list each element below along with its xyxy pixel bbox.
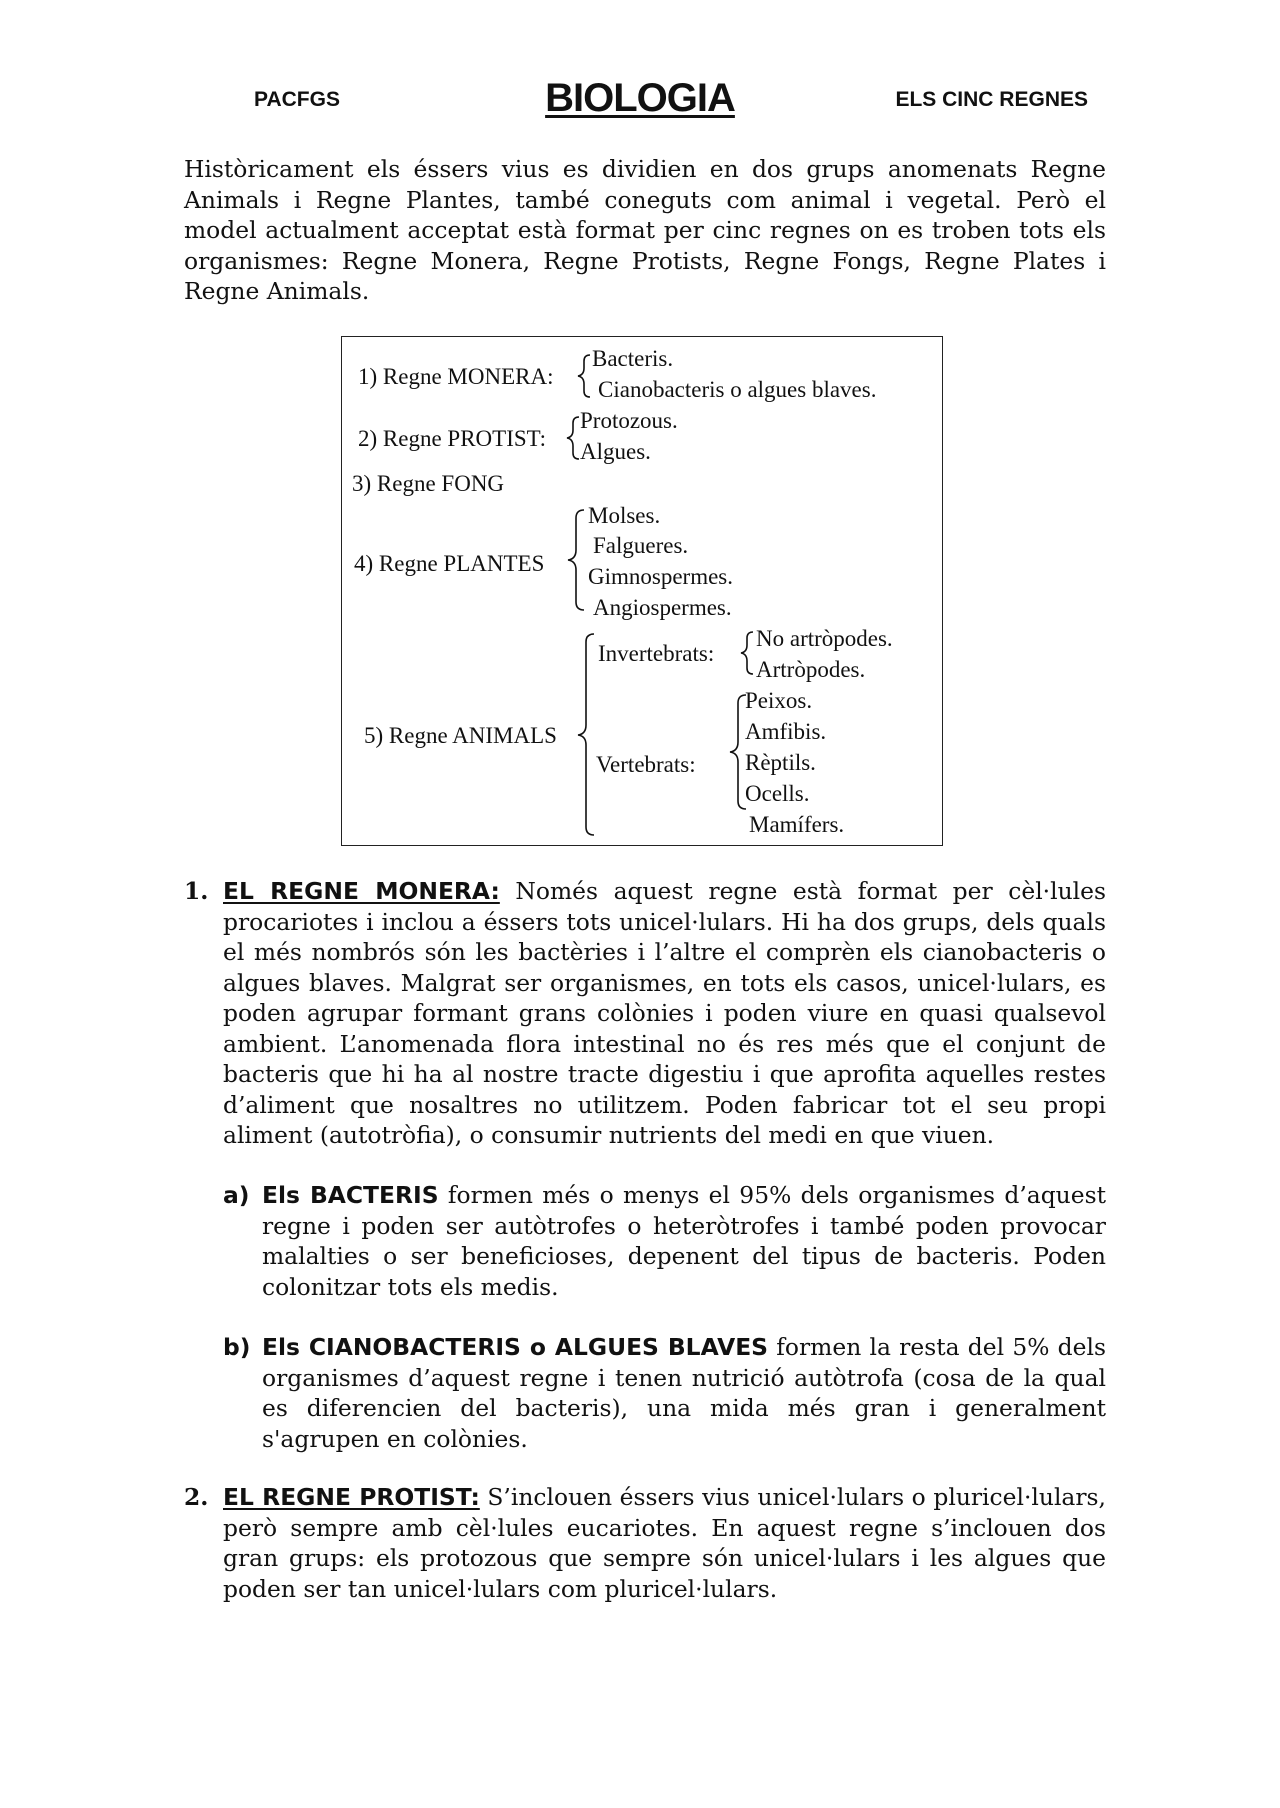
invertebrats-item: No artròpodes.	[756, 626, 893, 651]
subsection-letter: a)	[223, 1181, 250, 1209]
plantes-item: Falgueres.	[593, 533, 689, 558]
page-title: BIOLOGIA	[545, 76, 735, 120]
header-left: PACFGS	[254, 88, 340, 111]
brace-plantes	[568, 510, 584, 610]
brace-invertebrats	[741, 632, 753, 674]
vertebrats-label: Vertebrats:	[596, 752, 696, 777]
kingdoms-diagram	[341, 336, 943, 846]
monera-item: Cianobacteris o algues blaves.	[598, 377, 877, 402]
section-text: Només aquest regne està format per cèl·lules procariotes i inclou a éssers tots unicel·lulars. Hi ha dos grups, dels quals el més nombrós són les bactèries i l’altre el comprèn els cianobacteris o algues blaves. Malgrat ser organismes, en tots els casos, unicel·lulars, es poden agrupar formant grans colònies i poden viure en quasi qualsevol ambient. L’anomenada flora intestinal no és res més que el conjunt de bacteris que hi ha al nostre tracte digestiu i que aprofita aquelles restes d’aliment que nosaltres no utilitzem. Poden fabricar tot el seu propi aliment (autotròfia), o consumir nutrients del medi en que viuen.	[223, 877, 1106, 1149]
section-protist	[223, 1482, 1106, 1604]
protist-label: 2) Regne PROTIST:	[358, 426, 546, 451]
plantes-label: 4) Regne PLANTES	[354, 551, 545, 576]
subsection-lead: Els BACTERIS	[262, 1181, 439, 1209]
protist-item: Algues.	[580, 439, 651, 464]
plantes-item: Molses.	[588, 503, 661, 528]
brace-vertebrats	[730, 695, 746, 809]
subsection-cianobacteris	[262, 1332, 1106, 1454]
plantes-item: Angiospermes.	[593, 595, 732, 620]
section-title: EL REGNE MONERA:	[223, 877, 500, 905]
monera-item: Bacteris.	[592, 346, 674, 371]
section-number: 1.	[184, 877, 209, 905]
subsection-text: formen la resta del 5% dels organismes d’aquest regne i tenen nutrició autòtrofa (cosa de la qual es diferencien del bacteris), una mida més gran i generalment s'agrupen en colònies.	[262, 1333, 1106, 1453]
vertebrats-item: Ocells.	[745, 781, 810, 806]
monera-label: 1) Regne MONERA:	[358, 364, 554, 389]
subsection-text: formen més o menys el 95% dels organismes d’aquest regne i poden ser autòtrofes o heteròtrofes i també poden provocar malalties o ser beneficioses, depenent del tipus de bacteris. Poden colonitzar tots els medis.	[262, 1181, 1106, 1301]
brace-monera	[578, 355, 590, 397]
header-right: ELS CINC REGNES	[895, 88, 1088, 111]
section-monera	[223, 876, 1106, 1151]
brace-animals	[578, 634, 594, 835]
vertebrats-item: Rèptils.	[745, 750, 816, 775]
vertebrats-item: Amfibis.	[745, 719, 827, 744]
section-text: S’inclouen éssers vius unicel·lulars o pluricel·lulars, però sempre amb cèl·lules eucariotes. En aquest regne s’inclouen dos gran grups: els protozous que sempre són unicel·lulars i les algues que poden ser tan unicel·lulars com pluricel·lulars.	[223, 1483, 1106, 1603]
section-number: 2.	[184, 1483, 209, 1511]
vertebrats-item: Peixos.	[745, 688, 813, 713]
vertebrats-item: Mamífers.	[749, 812, 845, 837]
protist-item: Protozous.	[580, 408, 678, 433]
invertebrats-label: Invertebrats:	[598, 641, 715, 666]
intro-paragraph: Històricament els éssers vius es dividien en dos grups anomenats Regne Animals i Regne Plantes, també coneguts com animal i vegetal. Però el model actualment acceptat està format per cinc regnes on es troben tots els organismes: Regne Monera, Regne Protists, Regne Fongs, Regne Plates i Regne Animals.	[184, 155, 1106, 305]
subsection-bacteris	[262, 1180, 1106, 1302]
brace-protist	[567, 417, 579, 459]
invertebrats-item: Artròpodes.	[756, 657, 866, 682]
plantes-item: Gimnospermes.	[588, 564, 734, 589]
subsection-lead: Els CIANOBACTERIS o ALGUES BLAVES	[262, 1333, 769, 1361]
section-title: EL REGNE PROTIST:	[223, 1483, 480, 1511]
fong-label: 3) Regne FONG	[352, 471, 505, 496]
subsection-letter: b)	[223, 1333, 251, 1361]
animals-label: 5) Regne ANIMALS	[364, 723, 557, 748]
